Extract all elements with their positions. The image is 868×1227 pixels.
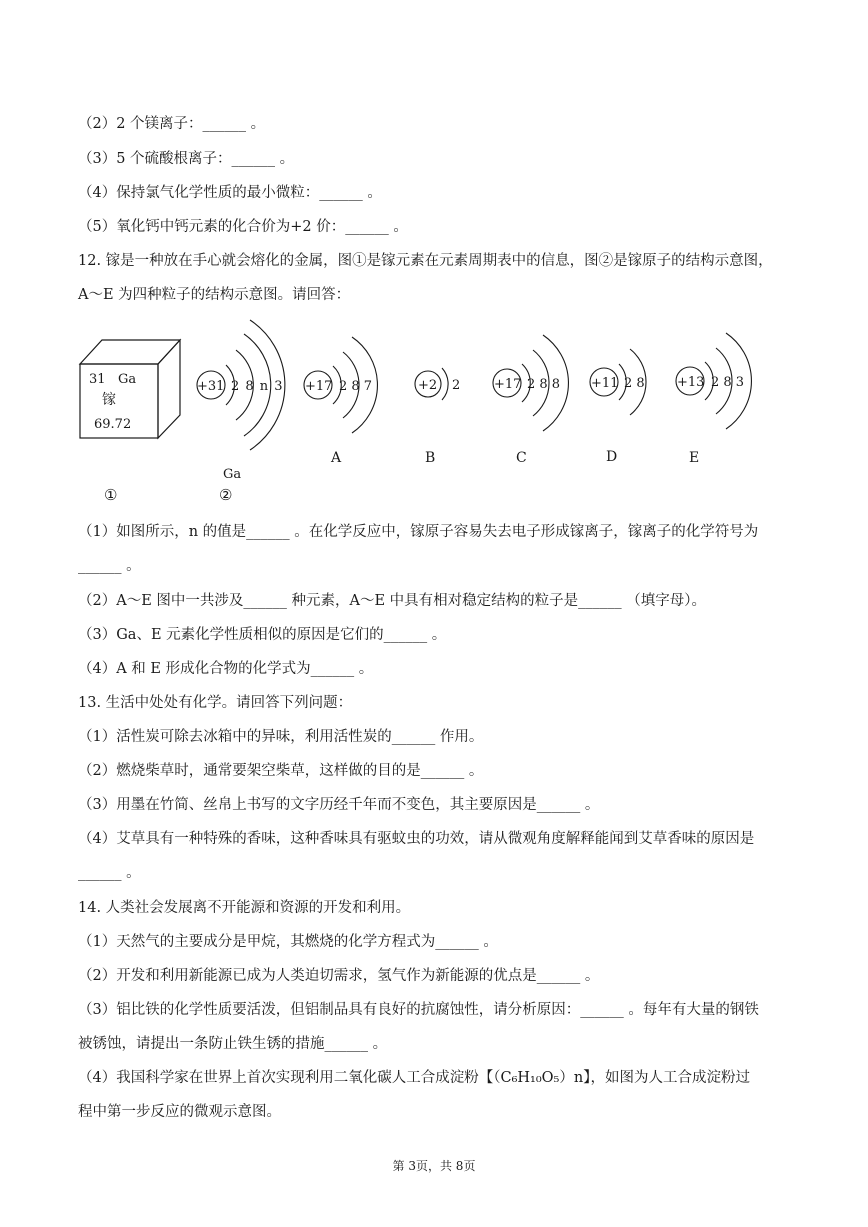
atom-shells: 2 8 3 [711,375,745,390]
q13-3: （3）用墨在竹简、丝帛上书写的文字历经千年而不变色，其主要原因是______ 。 [78,797,600,813]
atom-c [493,335,568,466]
atom-nucleus: +31 [197,379,225,394]
atom-structure-figure [0,0,868,520]
q13-4-cont: ______ 。 [78,865,141,881]
atom-label: C [516,450,527,466]
q14-3-cont: 被锈蚀，请提出一条防止铁生锈的措施______ 。 [78,1036,388,1052]
q12-4: （4）A 和 E 形成化合物的化学式为______ 。 [78,661,374,677]
atom-shells: 2 8 7 [339,379,373,394]
atom-shells: 2 8 n 3 [231,379,284,394]
q11-2: （2）2 个镁离子：______ 。 [78,116,266,132]
atom-ga [197,320,285,450]
atom-nucleus: +17 [305,379,333,394]
atom-label: E [689,450,700,466]
atom-nucleus: +2 [418,378,438,393]
atom-label: A [331,450,342,466]
q11-3: （3）5 个硫酸根离子：______ 。 [78,151,295,167]
atom-label: D [606,449,618,465]
q12-2: （2）A～E 图中一共涉及______ 种元素，A～E 中具有相对稳定结构的粒子是______ （填字母）。 [78,593,707,609]
element-name: 镓 [102,392,116,408]
q14-2: （2）开发和利用新能源已成为人类迫切需求，氢气作为新能源的优点是______ 。 [78,968,600,984]
atom-nucleus: +11 [591,376,619,391]
q11-5: （5）氧化钙中钙元素的化合价为+2 价：______ 。 [78,219,408,235]
q13-2: （2）燃烧柴草时，通常要架空柴草，这样做的目的是______ 。 [78,763,484,779]
page-footer: 第 3页，共 8页 [392,1159,476,1173]
atom-b [415,368,460,466]
atom-nucleus: +13 [677,375,705,390]
q11-4: （4）保持氯气化学性质的最小微粒：______ 。 [78,185,382,201]
q14-stem: 14. 人类社会发展离不开能源和资源的开发和利用。 [78,900,411,916]
q12-1-cont: ______ 。 [78,558,141,574]
atom-shells: 2 [452,378,461,393]
atom-shells: 2 8 8 [527,377,561,392]
atom-nucleus: +17 [494,377,522,392]
q13-stem: 13. 生活中处处有化学。请回答下列问题： [78,695,353,711]
atom-e [676,333,751,466]
q12-3: （3）Ga、E 元素化学性质相似的原因是它们的______ 。 [78,627,447,643]
atom-shells: 2 8 [624,376,645,391]
element-number: 31 [89,372,106,387]
q12-stem-1: 12. 镓是一种放在手心就会熔化的金属，图①是镓元素在元素周期表中的信息，图②是镓原子的结构示意图， [78,253,773,269]
q12-stem-2: A～E 为四种粒子的结构示意图。请回答： [78,287,351,303]
element-mass: 69.72 [94,417,132,432]
q14-1: （1）天然气的主要成分是甲烷，其燃烧的化学方程式为______ 。 [78,934,498,950]
fig1-label: ① [104,486,118,504]
q12-1: （1）如图所示，n 的值是______ 。在化学反应中，镓原子容易失去电子形成镓离子，镓离子的化学符号为 [78,524,759,540]
q13-1: （1）活性炭可除去冰箱中的异味，利用活性炭的______ 作用。 [78,729,484,745]
q13-4: （4）艾草具有一种特殊的香味，这种香味具有驱蚊虫的功效，请从微观角度解释能闻到艾草香味的原因是 [78,831,755,847]
atom-a [304,337,377,466]
q14-4: （4）我国科学家在世界上首次实现利用二氧化碳人工合成淀粉【（C₆H₁₀O₅）n】，如图为人工合成淀粉过 [78,1070,750,1086]
q14-3: （3）铝比铁的化学性质要活泼，但铝制品具有良好的抗腐蚀性，请分析原因：______ 。每年有大量的钢铁 [78,1002,759,1018]
element-symbol: Ga [118,372,137,387]
atom-label: B [425,450,436,466]
atom-d [590,349,646,465]
q14-4-cont: 程中第一步反应的微观示意图。 [78,1104,281,1120]
ga-label: Ga [223,467,242,482]
fig2-label: ② [219,486,233,504]
